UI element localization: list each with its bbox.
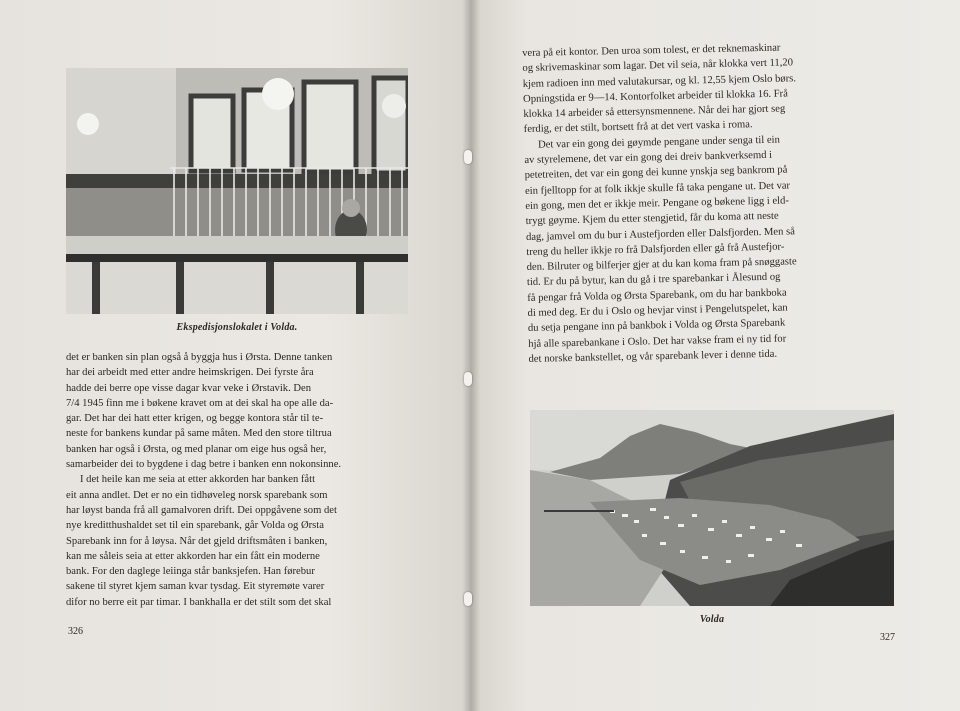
left-page: [0, 0, 470, 711]
right-page-body-text: [522, 38, 919, 367]
text-line: eit anna andlet. Det er no ein tidhøveleg norsk sparebank som: [66, 489, 328, 501]
binding-stitch: [464, 150, 472, 164]
volda-landscape-photo: [530, 410, 894, 606]
text-line: det er banken sin plan også å byggja hus i Ørsta. Denne tanken: [66, 352, 333, 363]
binding-stitch: [464, 592, 472, 606]
text-line: hjå alle sparebankane i Oslo. Det har vakse fram ei ny tid for: [528, 333, 787, 350]
text-line: Sparebank inn for å løysa. Når det gjeld driftsmåten i banken,: [66, 535, 328, 547]
text-line: ein fjelltopp for at folk ikkje skulle få taka pengane ut. Det var: [524, 180, 791, 197]
text-line: neste for bankens kundar på same måten. Med den store tiltrua: [66, 428, 332, 440]
text-line: ein gong, men det er ikkje meir. Pengane og bøkene ligg i eld-: [525, 195, 790, 212]
text-line: difor no berre eit par timar. I bankhalla er det stilt som det skal: [66, 596, 332, 608]
text-line: du setja pengane inn på bankbok i Volda og Ørsta Sparebank: [527, 317, 786, 335]
text-line: I det heile kan me seia at etter akkorden har banken fått: [80, 474, 316, 486]
text-line: Det var ein gong dei gøymde pengane under senga til ein: [537, 134, 780, 151]
text-line: samarbeider dei to bygdene i dag betre i banken enn nokonsinne.: [66, 459, 342, 471]
volda-photo-caption: Volda: [699, 614, 725, 625]
text-line: klokka 14 arbeider så ettersynsmennene. Når dei har gjort seg: [523, 103, 786, 121]
text-line: Opningstida er 9—14. Kontorfolket arbeider til klokka 16. Frå: [523, 88, 788, 105]
text-line: treng du heller ikkje ro frå Dalsfjorden eller gå frå Austefjor-: [526, 241, 785, 258]
text-line: vera på eit kontor. Den uroa som tolest, er det reknemaskinar: [522, 42, 781, 59]
text-line: kan me såleis seia at etter akkorden har ein fått ein moderne: [66, 550, 320, 562]
text-line: den. Bilruter og bilferjer gjer at du kan koma fram på snøggaste: [526, 256, 797, 274]
text-line: di med deg. Er du i Oslo og hevjar vinst i Pengelutspelet, kan: [527, 302, 788, 319]
page-number-left: 326: [68, 626, 83, 637]
text-line: banken har også i Ørsta, og med planar om eige hus også her,: [66, 443, 327, 455]
text-line: det norske bankstellet, og vår sparebank lever i denne tida.: [528, 348, 778, 365]
text-line: 7/4 1945 finn me i bøkene kravet om at dei skal ha ope alle da-: [66, 397, 334, 409]
text-line: hadde dei berre ope visse dagar kvar veke i Ørstavik. Den: [66, 382, 312, 394]
left-page-body-text: [66, 350, 416, 610]
interior-photo-caption: Ekspedisjonslokalet i Volda.: [176, 322, 298, 333]
text-line: har dei arbeidt med etter andre heimskrigen. Dei fyrste åra: [66, 367, 314, 379]
right-page: [470, 0, 960, 711]
text-line: gar. Det har dei hatt etter krigen, og begge kontora står til te-: [66, 413, 324, 425]
text-line: bank. For den daglege leiinga står banksjefen. Han førebur: [66, 566, 315, 578]
text-line: tid. Er du på bytur, kan du gå i tre sparebankar i Ålesund og: [526, 272, 781, 289]
text-line: og skrivemaskinar som lagar. Det vil seia, når klokka vert 11,20: [522, 57, 794, 75]
text-line: nye kreditthushaldet set til ein sparebank, går Volda og Ørsta: [66, 520, 324, 532]
bank-interior-photo: [66, 68, 408, 314]
text-line: ferdig, er det stilt, bortsett frå at det vert vaska i roma.: [523, 119, 753, 136]
text-line: har løyst banda frå all gamalvoren drift. Dei oppgåvene som det: [66, 504, 337, 516]
text-line: petetreiten, det var ein gong dei kunne ynskja seg bankrom på: [524, 164, 788, 182]
page-number-right: 327: [880, 632, 895, 643]
text-line: sakene til styret kjem saman kvar tysdag. Eit styremøte varer: [66, 581, 325, 593]
binding-stitch: [464, 372, 472, 386]
text-line: få pengar frå Volda og Ørsta Sparebank, om du har bankboka: [527, 287, 787, 304]
text-line: trygt gøyme. Kjem du etter stengjetid, får du koma att neste: [525, 210, 779, 228]
text-line: dag, jamvel om du bur i Austefjorden eller Dalsfjorden. Men så: [525, 225, 795, 243]
text-line: kjem radioen inn med valutakursar, og kl. 12,55 kjem Oslo børs.: [522, 72, 797, 90]
text-line: av styrelemene, det var ein gong dei dreiv bankverksemd i: [524, 149, 773, 167]
